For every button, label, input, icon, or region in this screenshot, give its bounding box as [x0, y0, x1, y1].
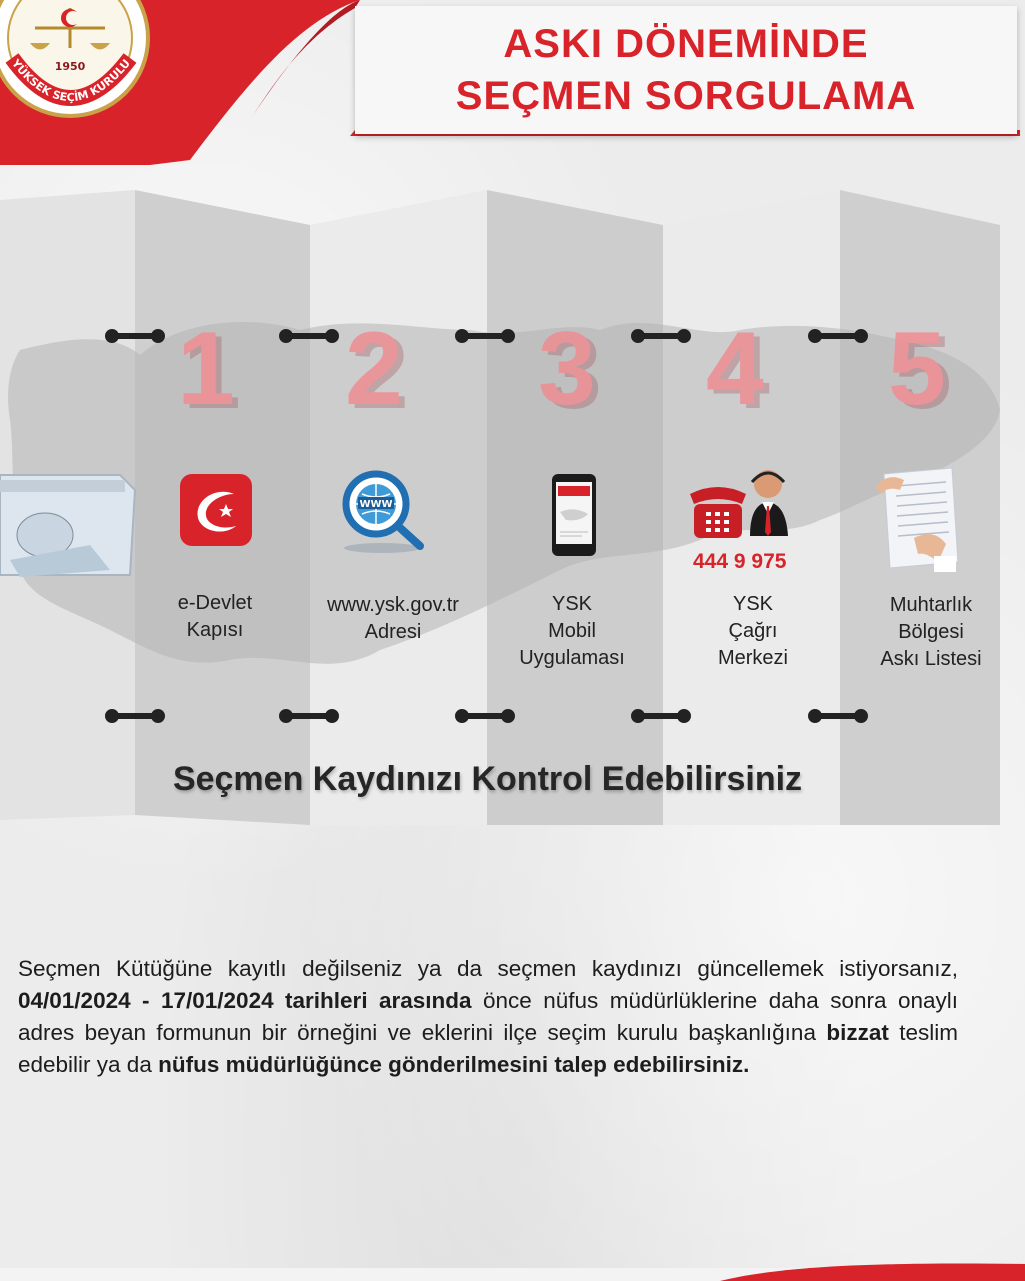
step-label-5-line1: Muhtarlık — [889, 594, 973, 616]
step-label-3-line1: YSK — [551, 593, 593, 615]
logo-text: YÜKSEK SEÇİM KURULU — [9, 56, 133, 105]
step-number-5: 5 — [888, 311, 946, 427]
step-number-2: 2 — [345, 311, 403, 427]
step-label-1 — [125, 590, 305, 644]
footer-strip — [0, 1262, 1025, 1281]
step-number-3: 3 — [538, 311, 596, 427]
step-label-3 — [482, 591, 662, 672]
mobile-phone-icon[interactable] — [550, 472, 600, 558]
step-number-1: 1 — [177, 311, 235, 427]
body-bizzat: bizzat — [826, 1020, 889, 1045]
step-label-3-line2: Mobil — [548, 620, 596, 642]
svg-text:WWW: WWW — [359, 499, 393, 510]
body-text-2: önce nüfus müdürlüklerine daha sonra onaylı adres beyan formunun bir örneğini ve eklerini ilçe seçim kurulu başkanlığına — [18, 988, 958, 1045]
ballot-box-icon — [0, 465, 140, 585]
step-label-3-line3: Uygulaması — [519, 647, 625, 669]
logo-year: 1950 — [54, 60, 86, 73]
step-label-4-line1: YSK — [732, 593, 774, 615]
step-label-1-line1: e-Devlet — [177, 592, 253, 614]
paper-list-icon[interactable] — [874, 466, 964, 576]
step-label-5-line2: Bölgesi — [898, 621, 964, 643]
step-label-2-line2: Adresi — [364, 621, 422, 643]
page-title-line2: SEÇMEN SORGULAMA — [455, 74, 917, 118]
call-center-icon[interactable] — [688, 462, 808, 542]
step-label-5 — [841, 592, 1021, 673]
body-date-range: 04/01/2024 - 17/01/2024 tarihleri arasında — [18, 988, 472, 1013]
step-label-4 — [663, 591, 843, 672]
subtitle: Seçmen Kaydınızı Kontrol Edebilirsiniz — [172, 760, 803, 798]
info-paragraph — [18, 953, 958, 1081]
step-number-4: 4 — [706, 311, 764, 427]
step-label-4-line2: Çağrı — [728, 620, 778, 642]
body-text-1: Seçmen Kütüğüne kayıtlı değilseniz ya da seçmen kaydınızı güncellemek istiyorsanız, — [18, 956, 958, 981]
e-devlet-icon[interactable] — [178, 472, 254, 548]
body-final-bold: nüfus müdürlüğünce gönderilmesini talep edebilirsiniz. — [158, 1052, 750, 1077]
page-title-line1: ASKI DÖNEMİNDE — [503, 22, 869, 66]
body-text-3: teslim edebilir ya da — [18, 1020, 958, 1077]
web-search-icon[interactable] — [338, 466, 428, 556]
step-label-5-line3: Askı Listesi — [880, 648, 982, 670]
step-label-2 — [303, 592, 483, 646]
call-center-phone-number[interactable]: 444 9 975 — [693, 550, 787, 573]
step-label-1-line2: Kapısı — [186, 619, 244, 641]
step-label-4-line3: Merkezi — [717, 647, 788, 669]
step-label-2-line1[interactable]: www.ysk.gov.tr — [327, 594, 459, 616]
